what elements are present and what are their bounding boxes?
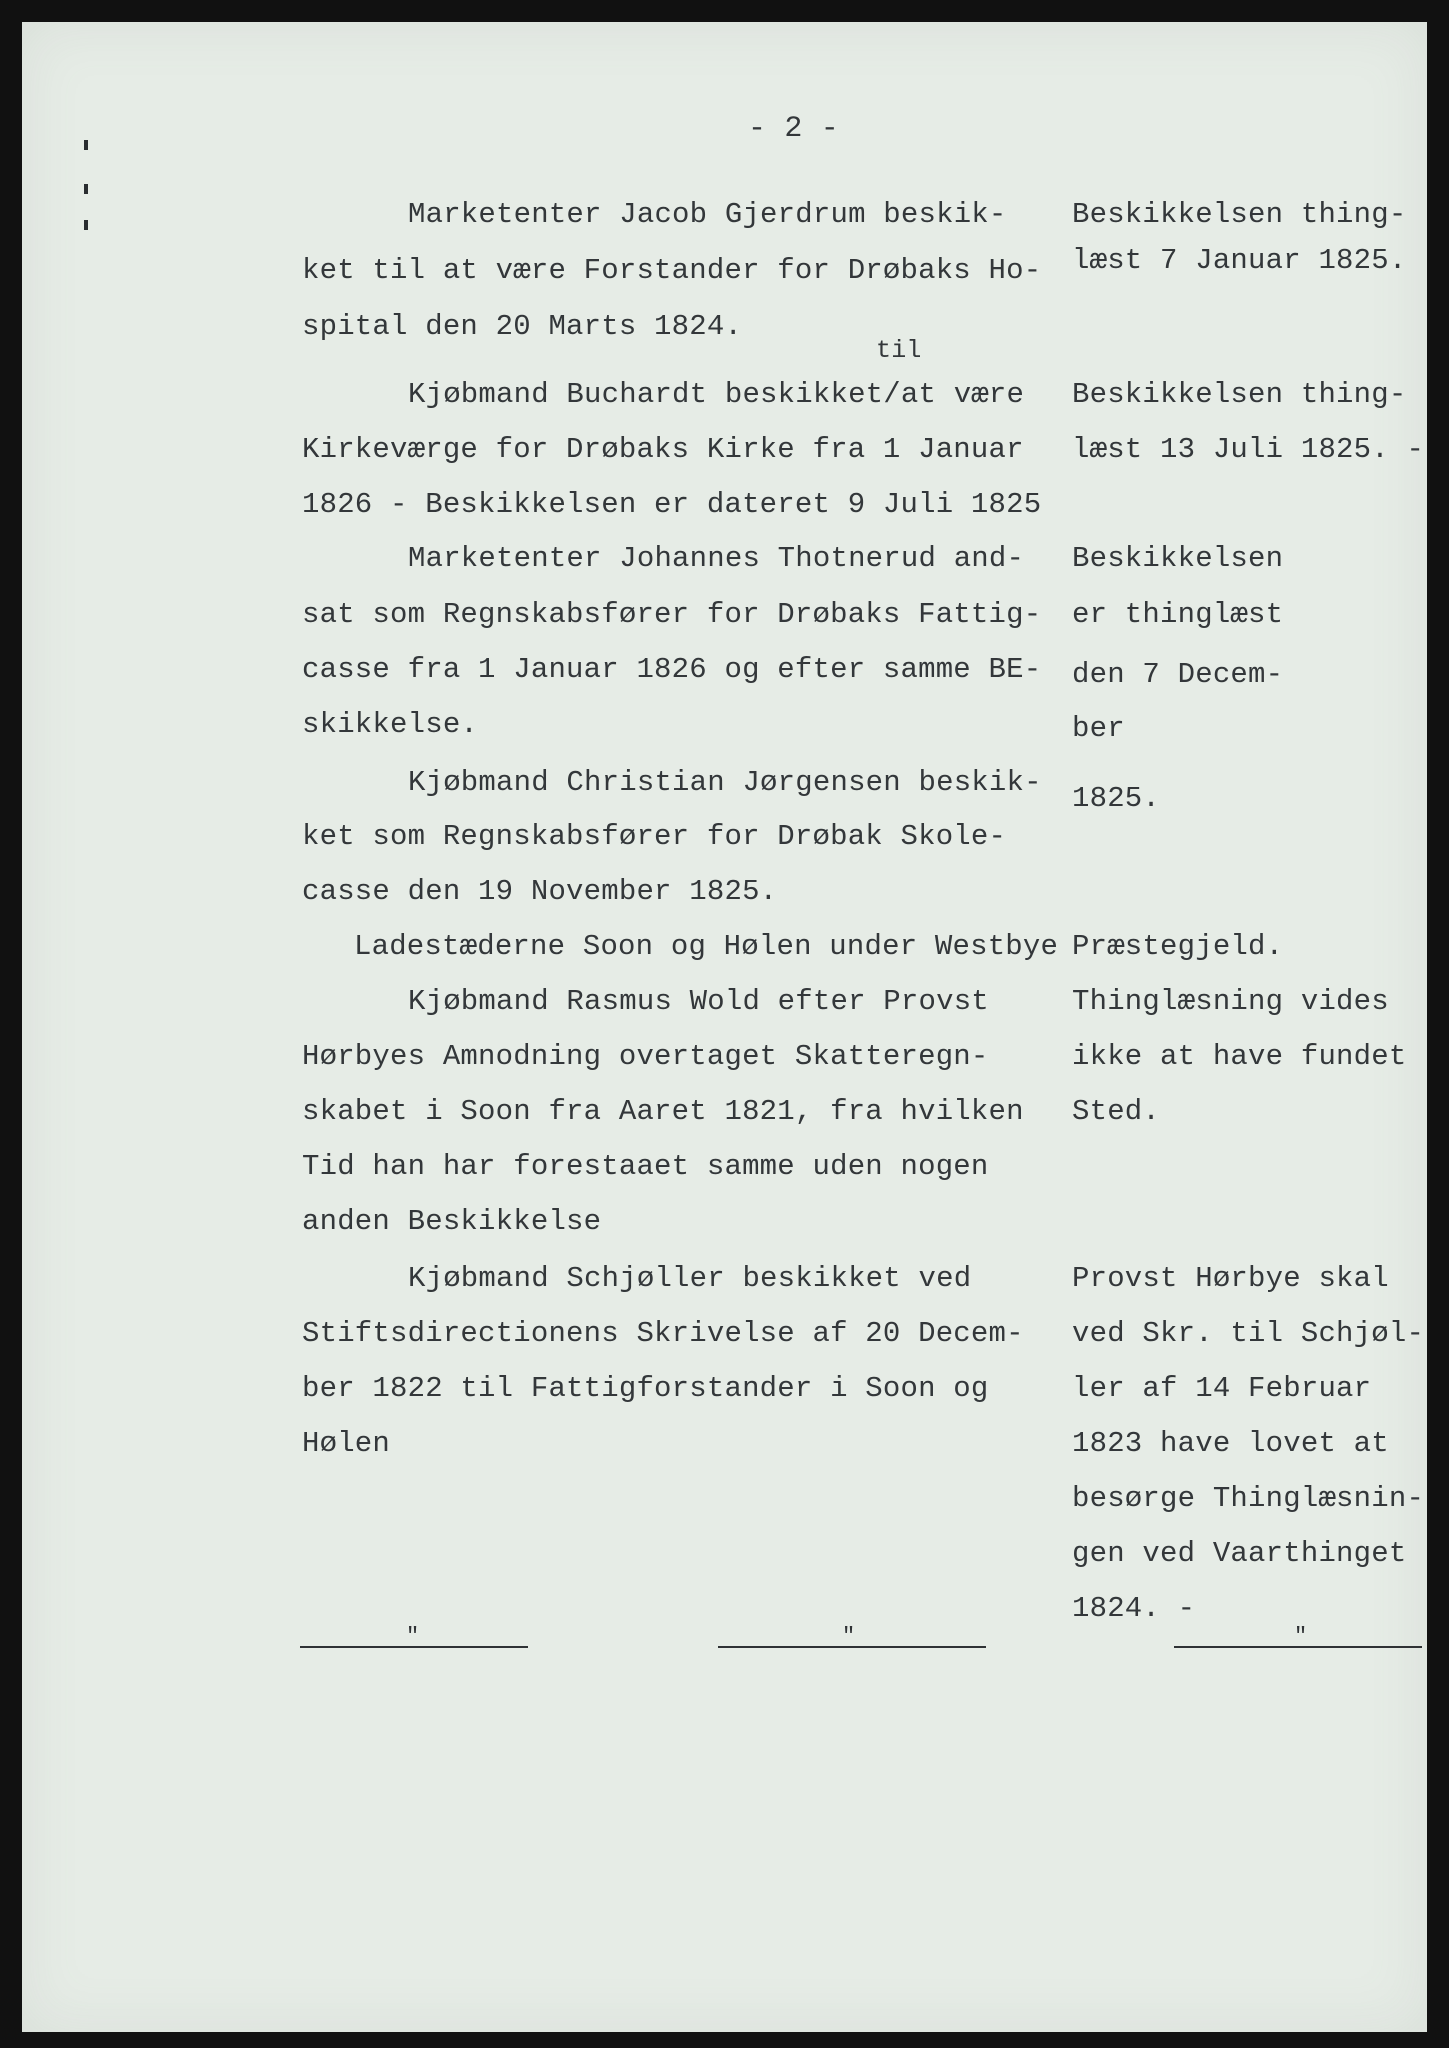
entry-line: Tid han har forestaaet samme uden nogen <box>302 1150 989 1183</box>
ditto-mark: " <box>1294 1624 1308 1649</box>
note-line: besørge Thinglæsnin- <box>1072 1482 1425 1515</box>
note-line: læst 7 Januar 1825. <box>1072 244 1407 277</box>
entry-line: Kjøbmand Schjøller beskikket ved <box>408 1262 972 1295</box>
note-line: læst 13 Juli 1825. - <box>1072 433 1425 466</box>
note-line: Beskikkelsen thing- <box>1072 198 1407 231</box>
note-line: 1824. - <box>1072 1592 1196 1625</box>
note-line: ber <box>1072 712 1125 745</box>
entry-line: Hølen <box>302 1427 391 1460</box>
entry-line: 1826 - Beskikkelsen er dateret 9 Juli 1825 <box>302 488 1042 521</box>
entry-line: casse fra 1 Januar 1826 og efter samme BE- <box>302 653 1042 686</box>
note-line: ikke at have fundet <box>1072 1040 1407 1073</box>
note-line: ler af 14 Februar <box>1072 1372 1372 1405</box>
entry-line: spital den 20 Marts 1824. <box>302 310 743 343</box>
entry-line: ber 1822 til Fattigforstander i Soon og <box>302 1372 989 1405</box>
note-line: Beskikkelsen thing- <box>1072 378 1407 411</box>
note-line: ved Skr. til Schjøl- <box>1072 1317 1425 1350</box>
note-line: Provst Hørbye skal <box>1072 1262 1389 1295</box>
entry-line: ket til at være Forstander for Drøbaks Ho- <box>302 254 1042 287</box>
note-line: 1825. <box>1072 782 1161 815</box>
document-page <box>22 22 1427 2032</box>
entry-line: casse den 19 November 1825. <box>302 875 778 908</box>
entry-line: Stiftsdirectionens Skrivelse af 20 Decem- <box>302 1317 1024 1350</box>
entry-line: Kjøbmand Christian Jørgensen beskik- <box>408 766 1042 799</box>
entry-line: anden Beskikkelse <box>302 1205 602 1238</box>
ditto-mark: " <box>842 1624 856 1649</box>
insertion-text: til <box>876 336 922 365</box>
entry-line: Kjøbmand Rasmus Wold efter Provst <box>408 985 989 1018</box>
note-line: Sted. <box>1072 1095 1161 1128</box>
margin-mark <box>84 184 88 194</box>
note-line: er thinglæst <box>1072 598 1284 631</box>
entry-line: skabet i Soon fra Aaret 1821, fra hvilken <box>302 1095 1024 1128</box>
margin-mark <box>84 220 88 230</box>
note-line: gen ved Vaarthinget <box>1072 1537 1407 1570</box>
note-line: Beskikkelsen <box>1072 542 1284 575</box>
note-line: den 7 Decem- <box>1072 658 1284 691</box>
entry-line: Marketenter Jacob Gjerdrum beskik- <box>408 198 1007 231</box>
entry-line: sat som Regnskabsfører for Drøbaks Fattig- <box>302 598 1042 631</box>
entry-line: skikkelse. <box>302 708 479 741</box>
note-line: Præstegjeld. <box>1072 930 1284 963</box>
section-heading: Ladestæderne Soon og Hølen under Westbye <box>354 930 1059 963</box>
entry-line: Hørbyes Amnodning overtaget Skatteregn- <box>302 1040 989 1073</box>
entry-line: Kjøbmand Buchardt beskikket/at være <box>408 378 1025 411</box>
ditto-mark: " <box>406 1624 420 1649</box>
entry-line: Kirkeværge for Drøbaks Kirke fra 1 Januar <box>302 433 1024 466</box>
margin-mark <box>84 140 88 150</box>
note-line: 1823 have lovet at <box>1072 1427 1389 1460</box>
entry-line: Marketenter Johannes Thotnerud and- <box>408 542 1025 575</box>
page-number: - 2 - <box>748 112 840 146</box>
note-line: Thinglæsning vides <box>1072 985 1389 1018</box>
entry-line: ket som Regnskabsfører for Drøbak Skole- <box>302 820 1007 853</box>
